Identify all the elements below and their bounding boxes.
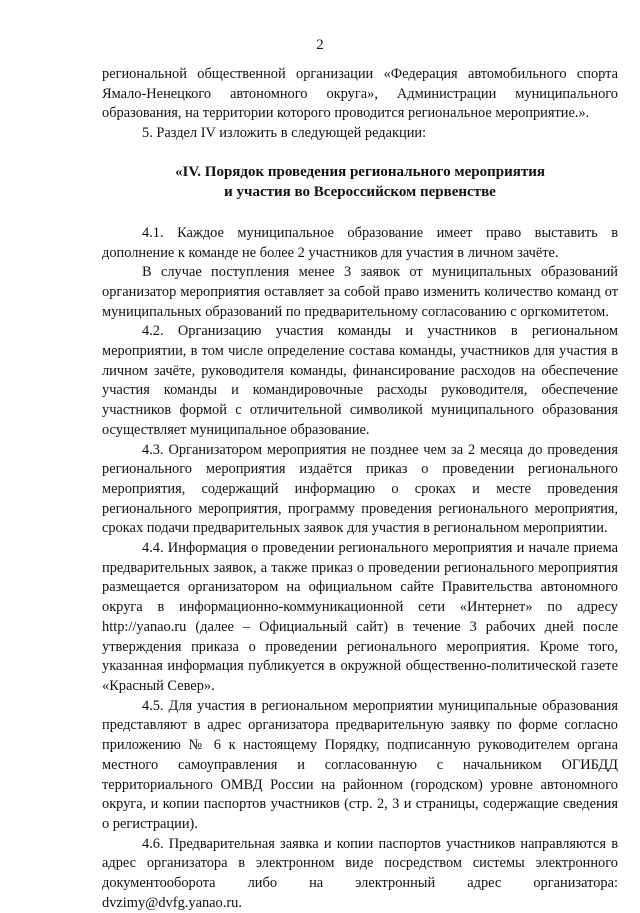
paragraph-continuation: региональной общественной организации «Федерация автомобильного спорта Ямало-Ненецкого автономного округа», Администрации муниципального образования, на территории которого проводится региональное мероприятие.». [102,66,618,122]
section-heading-line-2: и участия во Всероссийском первенстве [224,183,496,200]
section-heading [102,162,618,202]
paragraph-4-1-continued: В случае поступления менее 3 заявок от муниципальных образований организатор мероприятия оставляет за собой право изменить количество команд от муниципальных образований по предварительному согласованию с оргкомитетом. [102,264,618,320]
document-body [102,65,618,913]
paragraph-4-2: 4.2. Организацию участия команды и участников в региональном мероприятии, в том числе определение состава команды, участников для участия в личном зачёте, руководителя команды, финансирование расходов на обеспечение участия команды и командировочные расходы руководителя, обеспечение участников формой с отличительной символикой муниципального образования осуществляет муниципальное образование. [102,323,618,438]
page-number: 2 [316,37,324,53]
paragraph-4-4: 4.4. Информация о проведении регионального мероприятия и начале приема предварительных заявок, а также приказ о проведении регионального мероприятия размещается организатором на официальном сайте Правительства автономного округа в информационно-коммуникационной сети «Интернет» по адресу http://yanao.ru (далее – Официальный сайт) в течение 3 рабочих дней после утверждения приказа о проведении регионального мероприятия. Кроме того, указанная информация публикуется в окружной общественно-политической газете «Красный Север». [102,540,618,694]
paragraph-4-1: 4.1. Каждое муниципальное образование имеет право выставить в дополнение к команде не более 2 участников для участия в личном зачёте. [102,224,618,261]
section-heading-line-1: «IV. Порядок проведения регионального мероприятия [175,163,545,180]
paragraph-section-amendment: 5. Раздел IV изложить в следующей редакции: [142,125,427,142]
paragraph-4-6: 4.6. Предварительная заявка и копии паспортов участников направляются в адрес организатора в электронном виде посредством системы электронного документооборота либо на электронный адрес организатора: dvzimy@dvfg.yanao.ru. [102,835,618,911]
paragraph-4-3: 4.3. Организатором мероприятия не позднее чем за 2 месяца до проведения регионального мероприятия издаётся приказ о проведении регионального мероприятия, содержащий информацию о сроках и месте проведения регионального мероприятия, программу проведения регионального мероприятия, сроках подачи предварительных заявок для участия в региональном мероприятии. [102,441,618,537]
paragraph-4-5: 4.5. Для участия в региональном мероприятии муниципальные образования представляют в адрес организатора предварительную заявку по форме согласно приложению № 6 к настоящему Порядку, подписанную руководителем органа местного самоуправления и согласованную с начальником ОГИБДД территориального ОМВД России на районном (городском) уровне автономного округа, и копии паспортов участников (стр. 2, 3 и страницы, содержащие сведения о регистрации). [102,697,618,832]
